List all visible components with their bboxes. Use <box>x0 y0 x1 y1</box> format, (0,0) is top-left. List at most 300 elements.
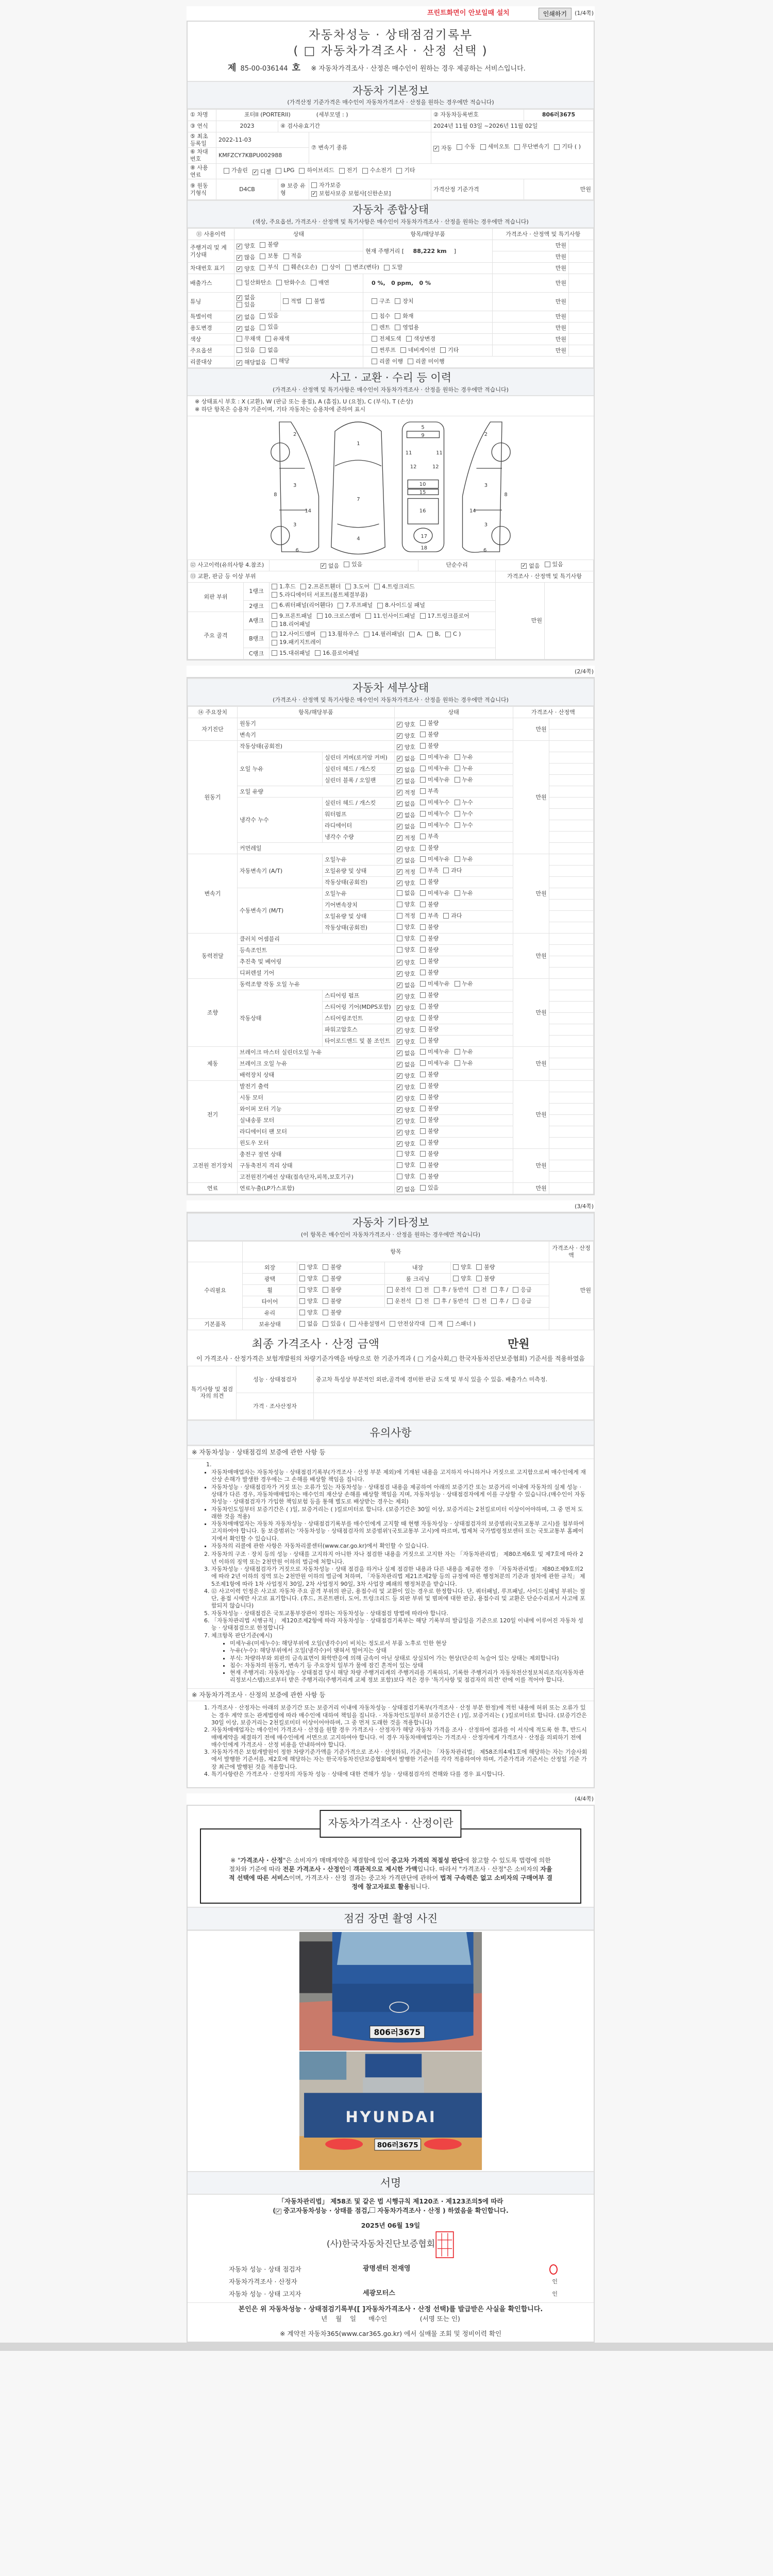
checkbox-option[interactable] <box>420 1037 439 1044</box>
checkbox-icon[interactable] <box>397 947 402 953</box>
checkbox-option[interactable] <box>237 347 255 354</box>
checkbox-option[interactable] <box>260 264 278 271</box>
checked-box-icon[interactable]: ✓ <box>237 360 242 366</box>
checked-box-icon[interactable]: ✓ <box>397 857 402 863</box>
checkbox-icon[interactable] <box>396 168 402 174</box>
checkbox-option[interactable] <box>420 946 439 954</box>
checkbox-option[interactable] <box>400 347 435 354</box>
checkbox-option[interactable] <box>390 1320 425 1328</box>
checkbox-icon[interactable] <box>420 613 426 619</box>
checkbox-icon[interactable] <box>420 1162 426 1168</box>
checkbox-icon[interactable] <box>323 1310 328 1315</box>
checkbox-option[interactable] <box>397 1186 415 1193</box>
checkbox-option[interactable] <box>420 890 450 897</box>
checkbox-option[interactable] <box>455 776 473 784</box>
checkbox-icon[interactable] <box>409 632 415 637</box>
checkbox-option[interactable] <box>430 1320 443 1328</box>
checkbox-option[interactable] <box>323 1275 341 1282</box>
checkbox-option[interactable] <box>272 639 321 646</box>
checkbox-option[interactable] <box>397 946 415 954</box>
checked-box-icon[interactable]: ✓ <box>397 733 402 739</box>
checkbox-icon[interactable] <box>455 754 460 760</box>
checkbox-icon[interactable] <box>323 1321 328 1327</box>
checkbox-option[interactable] <box>397 1027 415 1035</box>
checkbox-icon[interactable] <box>406 336 412 342</box>
checkbox-icon[interactable] <box>374 584 380 589</box>
checkbox-option[interactable] <box>397 1129 415 1137</box>
checkbox-option[interactable] <box>397 1005 415 1012</box>
checkbox-option[interactable] <box>276 279 306 286</box>
checked-box-icon[interactable]: ✓ <box>397 835 402 841</box>
checkbox-option[interactable] <box>420 1082 439 1090</box>
checkbox-option[interactable] <box>455 754 473 761</box>
checkbox-option[interactable] <box>420 776 450 784</box>
checkbox-icon[interactable] <box>455 981 460 987</box>
checkbox-option[interactable] <box>420 844 439 852</box>
checkbox-icon[interactable] <box>272 603 277 608</box>
checkbox-icon[interactable] <box>224 168 229 174</box>
checkbox-option[interactable] <box>420 1162 439 1169</box>
checkbox-option[interactable] <box>339 167 358 174</box>
checkbox-option[interactable] <box>440 347 459 354</box>
checkbox-option[interactable] <box>299 1309 318 1316</box>
checkbox-icon[interactable] <box>430 1321 435 1327</box>
checked-box-icon[interactable]: ✓ <box>237 295 242 301</box>
checkbox-icon[interactable] <box>416 1298 422 1304</box>
checkbox-icon[interactable] <box>372 325 377 330</box>
checkbox-icon[interactable] <box>299 168 305 174</box>
checkbox-option[interactable] <box>420 1116 439 1124</box>
checkbox-option[interactable] <box>323 1298 341 1305</box>
checkbox-option[interactable] <box>420 1048 450 1056</box>
checkbox-icon[interactable] <box>372 347 377 353</box>
checkbox-option[interactable] <box>406 335 436 343</box>
checkbox-option[interactable] <box>272 602 333 609</box>
checkbox-option[interactable] <box>453 1275 472 1282</box>
checkbox-icon[interactable] <box>323 1276 328 1281</box>
checkbox-icon[interactable] <box>434 1287 440 1293</box>
checked-box-icon[interactable]: ✓ <box>397 1061 402 1067</box>
checkbox-icon[interactable] <box>276 168 281 174</box>
checkbox-option[interactable] <box>474 1286 487 1294</box>
checkbox-icon[interactable] <box>420 1026 426 1032</box>
checkbox-icon[interactable] <box>420 981 426 987</box>
checked-box-icon[interactable]: ✓ <box>397 959 402 965</box>
checkbox-option[interactable] <box>420 878 439 886</box>
checkbox-icon[interactable] <box>397 1151 402 1157</box>
checkbox-icon[interactable] <box>420 970 426 975</box>
checkbox-icon[interactable] <box>443 868 449 873</box>
checkbox-option[interactable] <box>265 335 290 343</box>
checkbox-icon[interactable] <box>420 1038 426 1043</box>
checkbox-icon[interactable] <box>420 1128 426 1134</box>
checkbox-icon[interactable] <box>317 613 323 619</box>
checked-box-icon[interactable]: ✓ <box>397 846 402 852</box>
checkbox-option[interactable] <box>420 1139 439 1146</box>
checked-box-icon[interactable]: ✓ <box>397 823 402 829</box>
checkbox-option[interactable] <box>397 869 415 876</box>
checkbox-option[interactable] <box>420 1060 450 1067</box>
checkbox-option[interactable] <box>416 1286 429 1294</box>
checkbox-icon[interactable] <box>345 584 351 589</box>
checkbox-icon[interactable] <box>420 890 426 896</box>
checkbox-icon[interactable] <box>455 800 460 805</box>
checkbox-option[interactable] <box>397 778 415 785</box>
checkbox-option[interactable] <box>420 1150 439 1158</box>
checkbox-icon[interactable] <box>300 584 306 589</box>
checkbox-icon[interactable] <box>420 743 426 749</box>
checked-box-icon[interactable]: ✓ <box>397 755 402 761</box>
checkbox-option[interactable] <box>397 971 415 978</box>
checked-box-icon[interactable]: ✓ <box>397 721 402 727</box>
checkbox-option[interactable] <box>397 789 415 796</box>
checkbox-icon[interactable] <box>299 1298 305 1304</box>
checkbox-option[interactable] <box>513 1298 531 1305</box>
checkbox-icon[interactable] <box>420 1060 426 1066</box>
checkbox-option[interactable] <box>455 980 473 988</box>
checkbox-icon[interactable] <box>372 336 377 342</box>
checkbox-option[interactable] <box>476 1275 495 1282</box>
checkbox-icon[interactable] <box>260 253 265 259</box>
checkbox-icon[interactable] <box>272 613 277 619</box>
checkbox-icon[interactable] <box>420 777 426 783</box>
checkbox-icon[interactable] <box>416 1287 422 1293</box>
checkbox-icon[interactable] <box>420 720 426 726</box>
checkbox-option[interactable] <box>455 1060 473 1067</box>
checked-box-icon[interactable]: ✓ <box>397 789 402 795</box>
checkbox-icon[interactable] <box>276 280 282 285</box>
checkbox-option[interactable] <box>420 720 439 727</box>
checkbox-icon[interactable] <box>455 766 460 771</box>
checkbox-icon[interactable] <box>427 632 433 637</box>
checkbox-icon[interactable] <box>455 1049 460 1055</box>
checked-box-icon[interactable]: ✓ <box>321 563 326 569</box>
checkbox-icon[interactable] <box>420 924 426 930</box>
checkbox-option[interactable] <box>299 1298 318 1305</box>
checkbox-icon[interactable] <box>397 924 402 930</box>
checkbox-option[interactable] <box>272 621 310 628</box>
checkbox-icon[interactable] <box>420 879 426 885</box>
checked-box-icon[interactable]: ✓ <box>397 982 402 988</box>
checkbox-option[interactable] <box>260 241 278 248</box>
checked-box-icon[interactable]: ✓ <box>397 971 402 977</box>
checkbox-icon[interactable] <box>377 603 383 608</box>
checkbox-icon[interactable] <box>474 1287 479 1293</box>
checked-box-icon[interactable]: ✓ <box>397 744 402 750</box>
checkbox-icon[interactable] <box>491 1287 497 1293</box>
checked-box-icon[interactable]: ✓ <box>522 563 526 569</box>
checkbox-option[interactable] <box>237 314 255 321</box>
checkbox-icon[interactable] <box>491 1298 497 1304</box>
checkbox-option[interactable] <box>321 563 339 570</box>
checkbox-icon[interactable] <box>387 1287 393 1293</box>
checkbox-option[interactable] <box>457 143 475 150</box>
checkbox-option[interactable] <box>408 358 445 365</box>
checkbox-option[interactable] <box>272 583 296 590</box>
checked-box-icon[interactable]: ✓ <box>397 1141 402 1147</box>
checkbox-icon[interactable] <box>420 754 426 760</box>
checkbox-icon[interactable] <box>365 613 371 619</box>
checkbox-option[interactable] <box>420 1184 439 1192</box>
checkbox-icon[interactable] <box>513 1287 518 1293</box>
checkbox-icon[interactable] <box>311 280 316 285</box>
checkbox-option[interactable] <box>299 1264 318 1271</box>
checked-box-icon[interactable]: ✓ <box>237 314 242 320</box>
checkbox-option[interactable] <box>420 935 439 942</box>
checkbox-option[interactable] <box>420 1173 439 1180</box>
checked-box-icon[interactable]: ✓ <box>253 169 258 175</box>
checkbox-icon[interactable] <box>283 253 289 259</box>
checkbox-option[interactable] <box>374 583 415 590</box>
checkbox-icon[interactable] <box>420 913 426 919</box>
checkbox-icon[interactable] <box>420 1151 426 1157</box>
checkbox-option[interactable] <box>491 1286 508 1294</box>
checkbox-icon[interactable] <box>420 766 426 771</box>
checked-box-icon[interactable]: ✓ <box>237 266 242 272</box>
checkbox-icon[interactable] <box>455 822 460 828</box>
checkbox-option[interactable] <box>311 190 391 197</box>
checkbox-option[interactable] <box>545 561 563 568</box>
checkbox-icon[interactable] <box>322 265 328 270</box>
checkbox-option[interactable] <box>397 1141 415 1148</box>
checkbox-option[interactable] <box>420 822 450 829</box>
checkbox-icon[interactable] <box>272 621 277 627</box>
checkbox-option[interactable] <box>420 1128 439 1135</box>
checkbox-option[interactable] <box>311 279 329 286</box>
checkbox-option[interactable] <box>323 1286 341 1294</box>
checkbox-icon[interactable] <box>434 1298 440 1304</box>
checkbox-icon[interactable] <box>237 302 242 308</box>
checkbox-option[interactable] <box>476 1264 495 1271</box>
checkbox-option[interactable] <box>237 279 272 286</box>
checkbox-option[interactable] <box>338 602 373 609</box>
checkbox-option[interactable] <box>420 799 450 806</box>
checkbox-option[interactable] <box>372 313 390 320</box>
checkbox-option[interactable] <box>397 857 415 865</box>
checkbox-option[interactable] <box>395 313 413 320</box>
checkbox-icon[interactable] <box>338 603 343 608</box>
checkbox-option[interactable] <box>397 1084 415 1091</box>
checkbox-icon[interactable] <box>453 1276 459 1281</box>
checkbox-option[interactable] <box>420 924 439 931</box>
install-notice-link[interactable]: 프린트화면이 안보일때 설치 <box>427 9 510 17</box>
checkbox-option[interactable] <box>397 846 415 853</box>
checkbox-option[interactable] <box>420 1094 439 1101</box>
checkbox-icon[interactable] <box>372 298 377 304</box>
checkbox-option[interactable] <box>323 1309 341 1316</box>
checkbox-option[interactable] <box>397 880 415 887</box>
checkbox-icon[interactable] <box>420 902 426 907</box>
checkbox-option[interactable] <box>409 631 423 638</box>
checkbox-icon[interactable] <box>455 777 460 783</box>
checkbox-option[interactable] <box>253 168 271 176</box>
checkbox-option[interactable] <box>420 901 439 908</box>
checkbox-option[interactable] <box>283 298 301 305</box>
checkbox-option[interactable] <box>420 810 450 818</box>
checkbox-icon[interactable] <box>384 265 390 270</box>
checkbox-icon[interactable] <box>323 1298 328 1304</box>
checkbox-icon[interactable] <box>372 359 377 364</box>
checkbox-option[interactable] <box>397 1073 415 1080</box>
checkbox-option[interactable] <box>397 1039 415 1046</box>
checkbox-icon[interactable] <box>480 144 486 150</box>
checkbox-option[interactable] <box>420 992 439 999</box>
checkbox-option[interactable] <box>397 1162 415 1169</box>
checkbox-option[interactable] <box>317 613 361 620</box>
checkbox-icon[interactable] <box>420 1174 426 1179</box>
checkbox-option[interactable] <box>237 243 255 250</box>
checkbox-option[interactable] <box>372 298 390 305</box>
checkbox-option[interactable] <box>323 1264 341 1271</box>
checked-box-icon[interactable]: ✓ <box>397 801 402 807</box>
checkbox-option[interactable] <box>397 744 415 751</box>
checkbox-option[interactable] <box>474 1298 487 1305</box>
checkbox-icon[interactable] <box>420 834 426 839</box>
checkbox-option[interactable] <box>455 890 473 897</box>
checkbox-option[interactable] <box>554 143 581 150</box>
checkbox-option[interactable] <box>453 1264 472 1271</box>
checkbox-option[interactable] <box>272 631 316 638</box>
checked-box-icon[interactable]: ✓ <box>397 778 402 784</box>
checked-box-icon[interactable]: ✓ <box>397 1186 402 1192</box>
checked-box-icon[interactable]: ✓ <box>397 880 402 886</box>
checkbox-option[interactable] <box>315 650 359 657</box>
checkbox-icon[interactable] <box>514 144 520 150</box>
checkbox-option[interactable] <box>420 867 439 874</box>
checkbox-icon[interactable] <box>395 325 400 330</box>
checkbox-option[interactable] <box>260 312 278 319</box>
checkbox-icon[interactable] <box>420 958 426 964</box>
checkbox-icon[interactable] <box>345 265 351 270</box>
checkbox-option[interactable] <box>397 912 415 920</box>
checkbox-option[interactable] <box>420 742 439 750</box>
checkbox-option[interactable] <box>420 613 469 620</box>
checkbox-icon[interactable] <box>395 298 400 304</box>
checkbox-icon[interactable] <box>260 265 265 270</box>
checkbox-icon[interactable] <box>271 359 277 364</box>
checkbox-option[interactable] <box>420 1105 439 1112</box>
checkbox-icon[interactable] <box>362 168 368 174</box>
checkbox-option[interactable] <box>323 1320 345 1328</box>
checkbox-option[interactable] <box>397 1061 415 1069</box>
checkbox-option[interactable] <box>299 1286 318 1294</box>
checkbox-icon[interactable] <box>476 1276 482 1281</box>
checkbox-icon[interactable] <box>440 347 446 353</box>
checkbox-option[interactable] <box>276 167 294 174</box>
checkbox-option[interactable] <box>237 359 266 366</box>
checkbox-option[interactable] <box>455 810 473 818</box>
checkbox-option[interactable] <box>345 583 369 590</box>
checked-box-icon[interactable]: ✓ <box>397 1118 402 1124</box>
checkbox-option[interactable] <box>362 167 392 174</box>
checkbox-icon[interactable] <box>420 1004 426 1009</box>
checkbox-icon[interactable] <box>237 336 242 342</box>
checkbox-option[interactable] <box>397 1150 415 1158</box>
checkbox-option[interactable] <box>434 1286 469 1294</box>
checkbox-icon[interactable] <box>260 313 265 319</box>
checkbox-option[interactable] <box>237 325 255 332</box>
checkbox-option[interactable] <box>397 733 415 740</box>
checkbox-option[interactable] <box>372 335 401 343</box>
checked-box-icon[interactable]: ✓ <box>397 1107 402 1113</box>
checked-box-icon[interactable]: ✓ <box>397 1050 402 1056</box>
checkbox-option[interactable] <box>372 347 396 354</box>
checkbox-option[interactable] <box>491 1298 508 1305</box>
checkbox-option[interactable] <box>420 1003 439 1010</box>
checkbox-option[interactable] <box>350 1320 385 1328</box>
checkbox-option[interactable] <box>372 358 403 365</box>
print-button[interactable]: 인쇄하기 <box>539 8 572 20</box>
checked-box-icon[interactable]: ✓ <box>397 1129 402 1136</box>
checkbox-option[interactable] <box>397 993 415 1001</box>
checkbox-option[interactable] <box>321 631 359 638</box>
checkbox-option[interactable] <box>397 721 415 728</box>
checkbox-option[interactable] <box>397 1118 415 1125</box>
checked-box-icon[interactable]: ✓ <box>397 1039 402 1045</box>
checkbox-option[interactable] <box>260 252 278 260</box>
checked-box-icon[interactable]: ✓ <box>237 243 242 249</box>
checkbox-icon[interactable] <box>339 168 345 174</box>
checkbox-icon[interactable] <box>443 913 449 919</box>
checkbox-icon[interactable] <box>474 1298 479 1304</box>
checkbox-option[interactable] <box>397 1016 415 1023</box>
checkbox-icon[interactable] <box>420 992 426 998</box>
checkbox-icon[interactable] <box>397 890 402 896</box>
checkbox-option[interactable] <box>480 143 510 150</box>
checked-box-icon[interactable]: ✓ <box>312 191 316 197</box>
checkbox-icon[interactable] <box>420 947 426 953</box>
checkbox-option[interactable] <box>395 324 419 331</box>
checkbox-icon[interactable] <box>344 562 349 567</box>
checkbox-icon[interactable] <box>420 936 426 941</box>
checkbox-icon[interactable] <box>311 182 317 188</box>
checkbox-option[interactable] <box>397 835 415 842</box>
checkbox-icon[interactable] <box>390 1321 395 1327</box>
checkbox-option[interactable] <box>283 252 302 260</box>
checkbox-option[interactable] <box>514 143 549 150</box>
checkbox-option[interactable] <box>300 583 341 590</box>
checkbox-option[interactable] <box>237 335 261 343</box>
checkbox-option[interactable] <box>397 890 415 897</box>
checkbox-option[interactable] <box>397 812 415 819</box>
checkbox-option[interactable] <box>272 650 310 657</box>
checkbox-icon[interactable] <box>397 913 402 919</box>
checkbox-option[interactable] <box>299 167 334 174</box>
checkbox-option[interactable] <box>283 264 317 271</box>
checkbox-option[interactable] <box>420 765 450 772</box>
checkbox-option[interactable] <box>420 856 450 863</box>
checkbox-option[interactable] <box>420 1014 439 1022</box>
checkbox-icon[interactable] <box>420 1083 426 1089</box>
checkbox-icon[interactable] <box>420 822 426 828</box>
checkbox-icon[interactable] <box>420 788 426 794</box>
checkbox-option[interactable] <box>365 613 415 620</box>
checkbox-option[interactable] <box>306 298 325 305</box>
checkbox-option[interactable] <box>344 561 362 568</box>
checkbox-icon[interactable] <box>364 632 369 637</box>
checkbox-icon[interactable] <box>397 1162 402 1168</box>
checkbox-option[interactable] <box>455 765 473 772</box>
checkbox-icon[interactable] <box>447 1321 453 1327</box>
checkbox-icon[interactable] <box>397 936 402 941</box>
checkbox-icon[interactable] <box>350 1321 356 1327</box>
checkbox-icon[interactable] <box>420 1094 426 1100</box>
checkbox-icon[interactable] <box>408 359 413 364</box>
checkbox-option[interactable] <box>420 980 450 988</box>
checked-box-icon[interactable]: ✓ <box>397 1073 402 1079</box>
checked-box-icon[interactable]: ✓ <box>397 812 402 818</box>
checkbox-option[interactable] <box>397 901 415 908</box>
